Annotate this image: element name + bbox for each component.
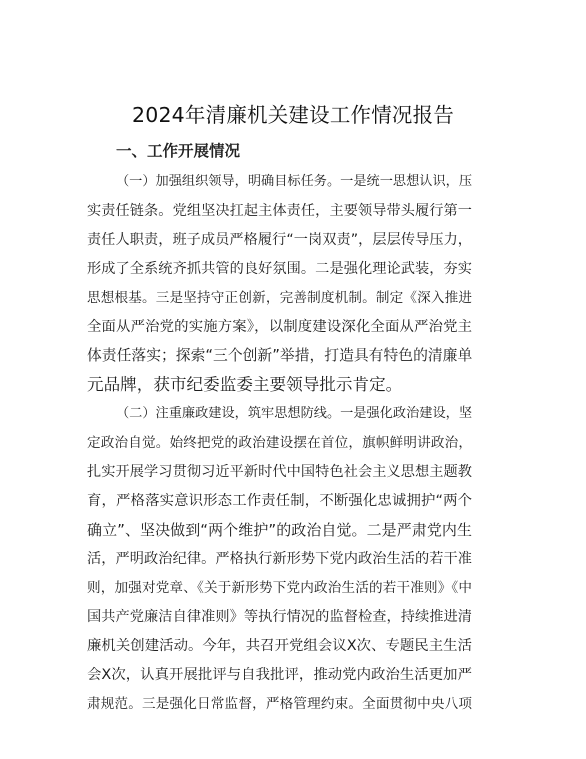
paragraph-line: 国共产党廉洁自律准则》等执行情况的监督检查，持续推进清 [87,609,472,625]
document-title: 2024年清廉机关建设工作情况报告 [131,103,455,127]
paragraph-line: 育，严格落实意识形态工作责任制，不断强化忠诚拥护“两个 [87,493,472,509]
paragraph-line: 活，严明政治纪律。严格执行新形势下党内政治生活的若干准 [87,551,472,567]
paragraph-line: （二）注重廉政建设，筑牢思想防线。一是强化政治建设，坚 [116,406,473,421]
paragraph-line: 定政治自觉。始终把党的政治建设摆在首位，旗帜鲜明讲政治， [87,435,472,451]
paragraph-line: 肃规范。三是强化日常监督，严格管理约束。全面贯彻中央八项 [87,696,472,712]
paragraph-line: 则，加强对党章、《关于新形势下党内政治生活的若干准则》《中 [87,580,472,596]
paragraph-line: 实责任链条。党组坚决扛起主体责任，主要领导带头履行第一 [87,203,472,219]
paragraph-line: 廉机关创建活动。今年，共召开党组会议X次、专题民主生活 [87,638,472,654]
paragraph-line: 确立”、坚决做到“两个维护”的政治自觉。二是严肃党内生 [87,521,472,539]
paragraph-line: 体责任落实；探索“三个创新”举措，打造具有特色的清廉单 [87,347,473,364]
paragraph-line: 全面从严治党的实施方案》，以制度建设深化全面从严治党主 [87,319,472,335]
paragraph-line: 扎实开展学习贯彻习近平新时代中国特色社会主义思想主题教 [87,464,472,480]
paragraph-line: 责任人职责，班子成员严格履行“一岗双责”，层层传导压力， [87,232,472,248]
paragraph-line: 思想根基。三是坚持守正创新，完善制度机制。制定《深入推进 [87,290,472,306]
paragraph-line: 形成了全系统齐抓共管的良好氛围。二是强化理论武装，夯实 [87,261,472,277]
section-heading: 一、工作开展情况 [116,142,241,160]
paragraph-line: 元品牌，获市纪委监委主要领导批示肯定。 [87,375,403,394]
paragraph-line: 会X次，认真开展批评与自我批评，推动党内政治生活更加严 [87,667,472,683]
paragraph-line: （一）加强组织领导，明确目标任务。一是统一思想认识，压 [116,174,473,189]
